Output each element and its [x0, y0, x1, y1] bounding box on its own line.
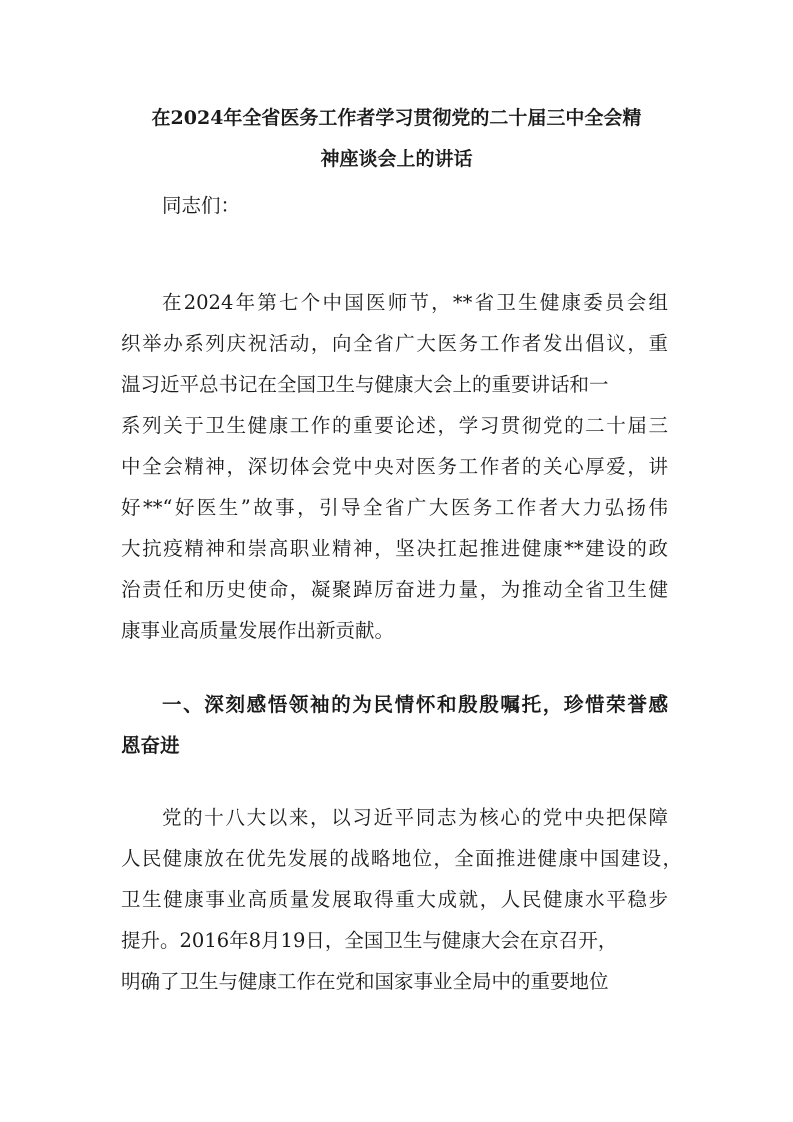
section-1-line: 明确了卫生与健康工作在党和国家事业全局中的重要地位 [121, 970, 609, 993]
intro-line: 在2024年第七个中国医师节，**省卫生健康委员会组 [162, 291, 668, 314]
intro-line: 中全会精神，深切体会党中央对医务工作者的关心厚爱，讲 [121, 455, 668, 478]
intro-line: 大抗疫精神和崇高职业精神，坚决扛起推进健康**建设的政 [121, 537, 668, 560]
document-title-line-1: 在2024年全省医务工作者学习贯彻党的二十届三中全会精 [151, 107, 642, 129]
intro-line: 织举办系列庆祝活动，向全省广大医务工作者发出倡议，重 [121, 332, 668, 355]
intro-line: 系列关于卫生健康工作的重要论述，学习贯彻党的二十届三 [121, 414, 668, 437]
document-title-line-2: 神座谈会上的讲话 [320, 148, 473, 170]
intro-line: 温习近平总书记在全国卫生与健康大会上的重要讲话和一 [121, 373, 609, 396]
section-1-heading-line-1: 一、深刻感悟领袖的为民情怀和殷殷嘱托，珍惜荣誉感 [162, 693, 668, 716]
intro-line: 治责任和历史使命，凝聚踔厉奋进力量，为推动全省卫生健 [121, 578, 668, 601]
section-1-line: 人民健康放在优先发展的战略地位，全面推进健康中国建设， [121, 847, 682, 870]
intro-line: 好**“好医生”故事，引导全省广大医务工作者大力弘扬伟 [121, 496, 668, 519]
section-1-line: 党的十八大以来，以习近平同志为核心的党中央把保障 [162, 806, 668, 829]
intro-line: 康事业高质量发展作出新贡献。 [121, 619, 395, 642]
salutation: 同志们： [162, 194, 241, 217]
section-1-line: 提升。2016年8月19日，全国卫生与健康大会在京召开， [121, 929, 618, 952]
section-1-line: 卫生健康事业高质量发展取得重大成就，人民健康水平稳步 [121, 888, 668, 911]
section-1-heading-line-2: 恩奋进 [121, 734, 180, 757]
